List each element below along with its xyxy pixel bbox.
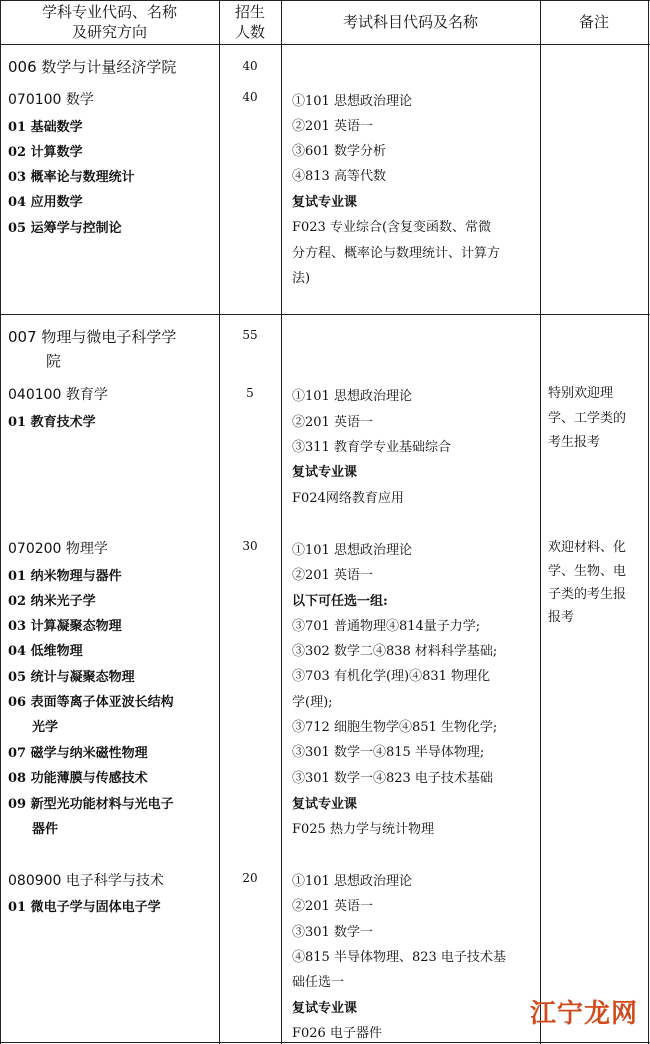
direction: 03 概率论与数理统计: [8, 170, 135, 185]
choice-item: ③712 细胞生物学④851 生物化学;: [292, 720, 498, 735]
major-quota: 30: [242, 539, 258, 553]
choice-item-cont: 学(理);: [292, 695, 333, 710]
direction: 02 计算数学: [8, 145, 83, 160]
exam-item: ③301 数学一: [292, 925, 373, 940]
retest-line: F025 热力学与统计物理: [292, 822, 434, 837]
direction: 01 基础数学: [8, 120, 83, 135]
retest-label: 复试专业课: [292, 195, 358, 210]
retest-line: F023 专业综合(含复变函数、常微: [292, 220, 492, 235]
major-quota: 20: [242, 871, 258, 885]
direction: 04 低维物理: [8, 644, 83, 659]
retest-label: 复试专业课: [292, 1001, 358, 1016]
header-divider: [0, 44, 650, 45]
choice-item: ③701 普通物理④814量子力学;: [292, 619, 481, 634]
college-quota: 40: [242, 59, 258, 73]
exam-item: ②201 英语一: [292, 568, 373, 583]
exam-item-cont: 础任选一: [292, 975, 345, 990]
direction: 02 纳米光子学: [8, 594, 96, 609]
remark-line: 考生报考: [548, 435, 601, 450]
header-remark: 备注: [578, 13, 609, 31]
retest-label: 复试专业课: [292, 797, 358, 812]
direction-cont: 光学: [32, 720, 59, 735]
header-subject: 学科专业代码、名称 及研究方向: [41, 3, 177, 41]
choice-item: ③301 数学一④823 电子技术基础: [292, 771, 493, 786]
column-divider: [281, 0, 282, 1044]
retest-label: 复试专业课: [292, 465, 358, 480]
column-divider: [540, 0, 541, 1044]
college-007: 007 物理与微电子科学学: [8, 328, 177, 346]
direction: 06 表面等离子体亚波长结构: [8, 695, 174, 710]
exam-item: ①101 思想政治理论: [292, 543, 412, 558]
table-border-bottom: [0, 1042, 650, 1043]
exam-item: ②201 英语一: [292, 119, 373, 134]
retest-line: F024网络教育应用: [292, 491, 404, 506]
retest-line: F026 电子器件: [292, 1026, 382, 1041]
exam-item: ①101 思想政治理论: [292, 874, 412, 889]
remark-line: 学、生物、电: [548, 564, 627, 579]
exam-item: ②201 英语一: [292, 415, 373, 430]
direction-cont: 器件: [32, 822, 59, 837]
college-quota: 55: [242, 328, 258, 342]
major-quota: 5: [246, 386, 254, 400]
remark-line: 子类的考生报: [548, 587, 627, 602]
major-040100: 040100 教育学: [8, 387, 108, 403]
choice-label: 以下可任选一组:: [292, 594, 388, 609]
header-quota: 招生 人数: [234, 3, 265, 41]
major-080900: 080900 电子科学与技术: [8, 873, 164, 889]
table-border-top: [0, 0, 650, 1]
direction: 04 应用数学: [8, 195, 83, 210]
column-divider: [219, 0, 220, 1044]
watermark-logo: 江宁龙网: [529, 999, 638, 1029]
major-quota: 40: [242, 90, 258, 104]
major-070200: 070200 物理学: [8, 541, 108, 557]
exam-item: ②201 英语一: [292, 899, 373, 914]
direction: 07 磁学与纳米磁性物理: [8, 746, 148, 761]
header-exam: 考试科目代码及名称: [342, 13, 478, 31]
direction: 01 纳米物理与器件: [8, 569, 122, 584]
exam-item: ③311 教育学专业基础综合: [292, 440, 451, 455]
major-070100: 070100 数学: [8, 92, 94, 108]
exam-item: ④813 高等代数: [292, 169, 386, 184]
section-divider: [0, 314, 650, 315]
direction: 05 统计与凝聚态物理: [8, 670, 135, 685]
choice-item: ③301 数学一④815 半导体物理;: [292, 745, 485, 760]
remark-line: 欢迎材料、化: [548, 540, 627, 555]
exam-item: ①101 思想政治理论: [292, 94, 412, 109]
college-007-cont: 院: [46, 352, 62, 370]
choice-item: ③703 有机化学(理)④831 物理化: [292, 669, 491, 684]
direction: 03 计算凝聚态物理: [8, 619, 122, 634]
direction: 01 微电子学与固体电子学: [8, 900, 161, 915]
direction: 01 教育技术学: [8, 415, 96, 430]
remark-line: 特别欢迎理: [548, 386, 614, 401]
exam-item: ③601 数学分析: [292, 144, 386, 159]
college-006: 006 数学与计量经济学院: [8, 58, 177, 76]
choice-item: ③302 数学二④838 材料科学基础;: [292, 644, 498, 659]
direction: 08 功能薄膜与传感技术: [8, 771, 148, 786]
exam-item: ④815 半导体物理、823 电子技术基: [292, 950, 506, 965]
direction: 05 运筹学与控制论: [8, 221, 122, 236]
remark-line: 学、工学类的: [548, 411, 627, 426]
table-border-left: [0, 0, 1, 1044]
direction: 09 新型光功能材料与光电子: [8, 797, 174, 812]
table-border-right: [648, 0, 649, 1044]
retest-line: 法): [292, 271, 311, 286]
retest-line: 分方程、概率论与数理统计、计算方: [292, 246, 501, 261]
exam-item: ①101 思想政治理论: [292, 389, 412, 404]
remark-line: 报考: [548, 610, 575, 625]
